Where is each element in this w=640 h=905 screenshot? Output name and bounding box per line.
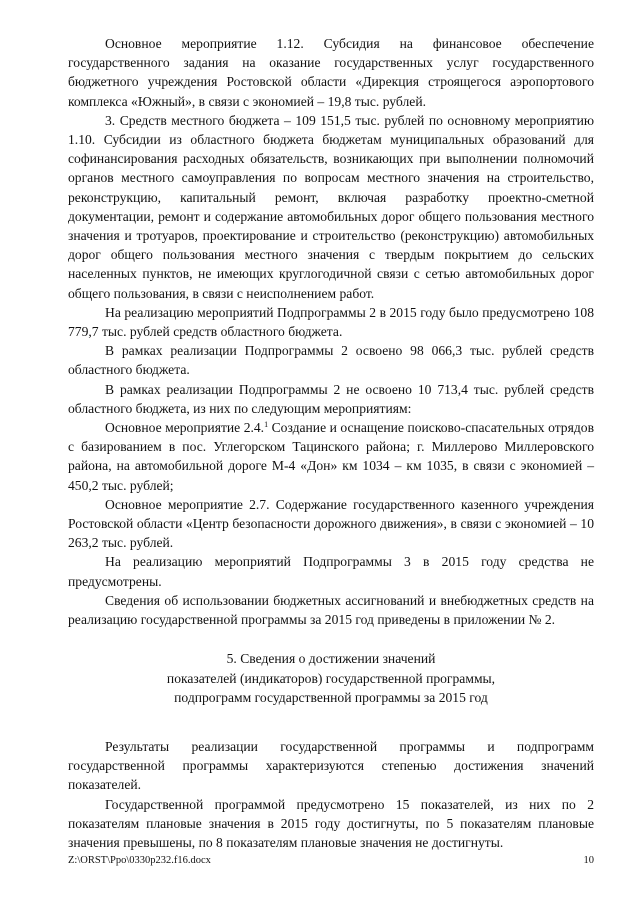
paragraph-subprogram2-spent: В рамках реализации Подпрограммы 2 освоено 98 066,3 тыс. рублей средств областного бюджета. [68,343,594,378]
paragraph-results: Результаты реализации государственной программы и подпрограмм государственной программы характеризуются степенью достижения значений показателей. [68,738,594,793]
section-heading-line-3: подпрограмм государственной программы за 2015 год [174,689,488,705]
measure-2-4-prefix: Основное мероприятие 2.4. [105,420,265,436]
paragraph-indicators: Государственной программой предусмотрено 15 показателей, из них по 2 показателям плановые значения в 2015 году достигнуты, по 5 показателям плановые значения превышены, по 8 показателям плановые значения не достигнуты. [68,796,594,850]
section-heading-line-2: показателей (индикаторов) государственной программы, [166,670,496,686]
spacer [68,629,594,649]
paragraph-subprogram2-unspent: В рамках реализации Подпрограммы 2 не освоено 10 713,4 тыс. рублей средств областного бюджета, из них по следующим мероприятиям: [68,381,594,416]
paragraph-measure-2-7: Основное мероприятие 2.7. Содержание государственного казенного учреждения Ростовской области «Центр безопасности дорожного движения», в связи с экономией – 10 263,2 тыс. рублей. [68,496,594,551]
paragraph-measure-2-4 [68,418,594,495]
paragraph-measure-1-12: Основное мероприятие 1.12. Субсидия на финансовое обеспечение государственного задания на оказание государственных услуг государственного бюджетного учреждения Ростовской области «Дирекция строящегося аэропортового комплекса «Южный», в связи с экономией – 19,8 тыс. рублей. [68,36,594,109]
section-heading-line-1: 5. Сведения о достижении значений [226,651,436,667]
section-heading [68,649,594,707]
measure-2-4-text: Создание и оснащение поисково-спасательных отрядов с базированием в пос. Углегорском Тацинского района; г. Миллерово Миллеровского района, на автомобильной дороге М-4 «Дон» км 1034 – км 1035, в связи с экономией – 450,2 тыс. рублей; [68,420,594,493]
footnote-marker: 1 [264,420,269,430]
paragraph-local-budget: 3. Средств местного бюджета – 109 151,5 тыс. рублей по основному мероприятию 1.10. Субсидии из областного бюджета бюджетам муниципальных образований для софинансирования расходных обязательств, возникающих при выполнении полномочий органов местного самоуправления по вопросам местного значения на строительство, реконструкцию, капитальный ремонт, включая разработку проектно-сметной документации, ремонт и содержание автомобильных дорог общего пользования местного значения и тротуаров, проектирование и строительство (реконструкцию) автомобильных дорог общего пользования местного значения с твердым покрытием до сельских населенных пунктов, не имеющих круглогодичной связи с сетью автомобильных дорог общего пользования, в связи с неисполнением работ. [68,112,594,301]
paragraph-appendix-reference: Сведения об использовании бюджетных ассигнований и внебюджетных средств на реализацию государственной программы за 2015 год приведены в приложении № 2. [68,592,594,628]
paragraph-subprogram3: На реализацию мероприятий Подпрограммы 3 в 2015 году средства не предусмотрены. [68,554,594,589]
spacer [68,707,594,737]
footer-file-path: Z:\ORST\Ppo\0330p232.f16.docx [68,855,211,866]
page-number: 10 [583,855,594,866]
paragraph-subprogram2-planned: На реализацию мероприятий Подпрограммы 2 в 2015 году было предусмотрено 108 779,7 тыс. рублей средств областного бюджета. [68,304,594,340]
document-page [68,34,594,852]
